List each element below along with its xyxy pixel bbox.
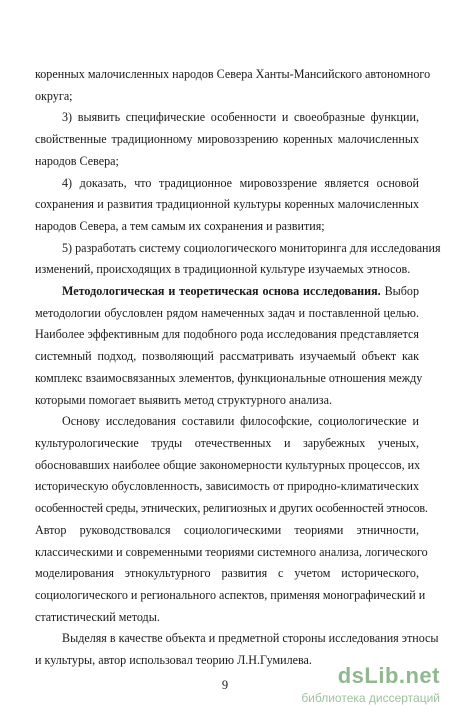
text-line: Выделяя в качестве объекта и предметной стороны исследования этносы — [62, 631, 439, 646]
watermark — [301, 663, 440, 708]
text-line: 4) доказать, что традиционное мировоззрение является основой — [62, 175, 419, 190]
text-line: Наиболее эффективным для подобного рода исследования представляется — [35, 327, 419, 342]
text-line: народов Севера; — [35, 153, 119, 168]
text-line: комплекс взаимосвязанных элементов, функциональные отношения между — [35, 370, 423, 385]
text-line: культурологические труды отечественных и зарубежных ученых, — [35, 436, 419, 450]
text-line: методологии обусловлен рядом намеченных задач и поставленной целью. — [35, 305, 419, 320]
text-line: свойственные традиционному мировоззрению коренных малочисленных — [35, 132, 419, 147]
text-line: округа; — [35, 88, 73, 103]
text-line: коренных малочисленных народов Севера Ханты-Мансийского автономного — [35, 67, 431, 81]
text-line: системный подход, позволяющий рассматривать изучаемый объект как — [35, 349, 419, 364]
text-line: моделирования этнокультурного развития с учетом исторического, — [35, 566, 419, 581]
text-line: Основу исследования составили философские, социологические и — [62, 414, 419, 429]
text-line: 5) разработать систему социологического мониторинга для исследования — [62, 240, 441, 255]
text-line: историческую обусловленность, зависимость от природно-климатических — [35, 479, 419, 494]
text-line: классическими и современными теориями системного анализа, логического — [35, 544, 428, 559]
text-line: и культуры, автор использовал теорию Л.Н.Гумилева. — [35, 653, 312, 667]
page-number: 9 — [221, 678, 229, 692]
text-line: особенностей среды, этнических, религиозных и других особенностей этносов. — [35, 501, 428, 516]
text-line: которыми помогает выявить метод структурного анализа. — [35, 392, 332, 407]
text-line: социологического и регионального аспектов, применяя монографический и — [35, 587, 426, 602]
watermark-logo: dsLib.net — [337, 663, 440, 688]
text-line: обосновавших наиболее общие закономерности культурных процессов, их — [35, 457, 421, 472]
text-fragment: Выбор — [384, 284, 420, 298]
text-line: народов Севера, а тем самым их сохранения и развития; — [35, 218, 325, 233]
watermark-caption: библиотека диссертаций — [301, 691, 440, 705]
text-line: Автор руководствовался социологическими теориями этничности, — [35, 522, 419, 537]
text-line: сохранения и развития традиционной культуры коренных малочисленных — [35, 197, 419, 212]
text-line: изменений, происходящих в традиционной культуре изучаемых этносов. — [35, 262, 411, 277]
text-line: 3) выявить специфические особенности и своеобразные функции, — [62, 110, 419, 125]
text-line: статистический методы. — [35, 609, 160, 624]
section-heading: Методологическая и теоретическая основа исследования. — [62, 284, 381, 298]
heading-line — [62, 283, 419, 299]
